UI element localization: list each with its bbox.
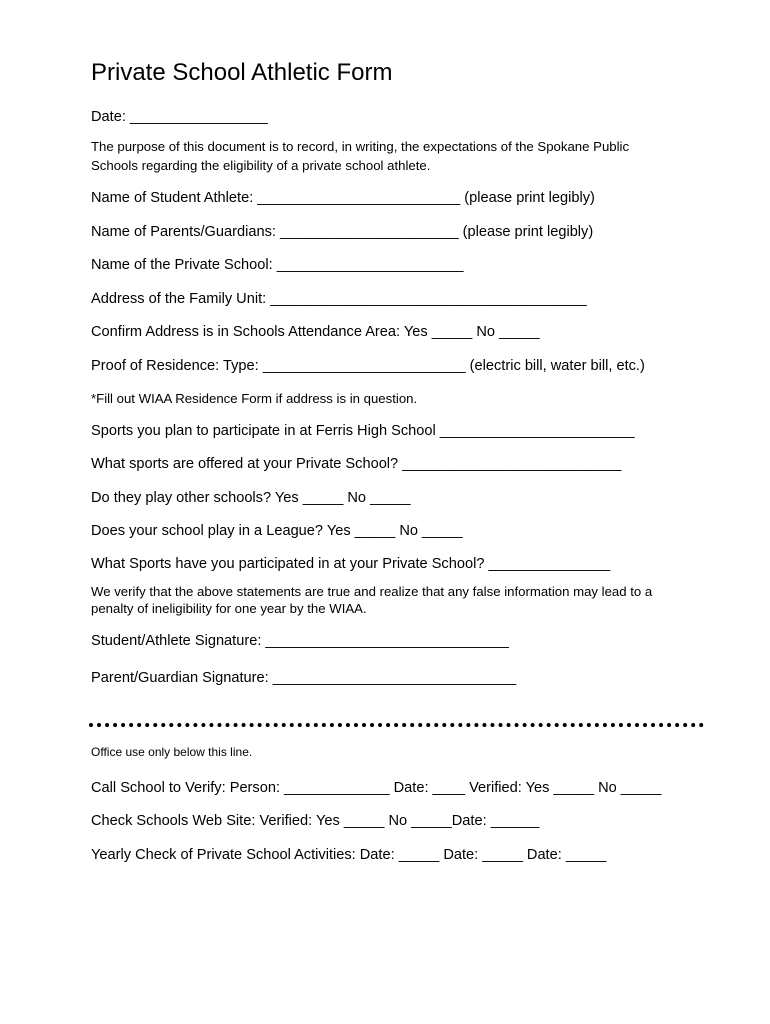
form-title: Private School Athletic Form bbox=[91, 59, 393, 86]
sports-plan-field: Sports you plan to participate in at Ferris High School ________________________ bbox=[91, 423, 635, 439]
league-field: Does your school play in a League? Yes _____ No _____ bbox=[91, 523, 463, 539]
student-signature-field: Student/Athlete Signature: ______________________________ bbox=[91, 633, 509, 649]
sports-offered-field: What sports are offered at your Private School? ___________________________ bbox=[91, 456, 622, 472]
private-school-field: Name of the Private School: _______________________ bbox=[91, 257, 464, 273]
call-school-field: Call School to Verify: Person: _____________ Date: ____ Verified: Yes _____ No _____ bbox=[91, 780, 662, 796]
sports-participated-field: What Sports have you participated in at your Private School? _______________ bbox=[91, 556, 611, 572]
dotted-divider bbox=[89, 723, 704, 727]
student-athlete-field: Name of Student Athlete: _________________________ (please print legibly) bbox=[91, 190, 595, 206]
parents-field: Name of Parents/Guardians: ______________________ (please print legibly) bbox=[91, 224, 594, 240]
proof-residence-field: Proof of Residence: Type: _________________________ (electric bill, water bill, etc.) bbox=[91, 358, 645, 374]
office-use-note: Office use only below this line. bbox=[91, 745, 253, 759]
other-schools-field: Do they play other schools? Yes _____ No _____ bbox=[91, 490, 411, 506]
confirm-address-field: Confirm Address is in Schools Attendance Area: Yes _____ No _____ bbox=[91, 324, 540, 340]
verify-line-1: We verify that the above statements are true and realize that any false information may lead to a bbox=[91, 584, 653, 599]
date-field: Date: _________________ bbox=[91, 109, 268, 125]
yearly-check-field: Yearly Check of Private School Activities: Date: _____ Date: _____ Date: _____ bbox=[91, 847, 607, 863]
web-site-field: Check Schools Web Site: Verified: Yes _____ No _____Date: ______ bbox=[91, 813, 540, 829]
purpose-line-1: The purpose of this document is to record, in writing, the expectations of the Spokane Public bbox=[91, 139, 630, 154]
verify-line-2: penalty of ineligibility for one year by the WIAA. bbox=[91, 601, 367, 616]
wiaa-note: *Fill out WIAA Residence Form if address is in question. bbox=[91, 391, 418, 406]
address-field: Address of the Family Unit: _______________________________________ bbox=[91, 291, 587, 307]
purpose-line-2: Schools regarding the eligibility of a private school athlete. bbox=[91, 158, 431, 173]
parent-signature-field: Parent/Guardian Signature: ______________________________ bbox=[91, 670, 517, 686]
